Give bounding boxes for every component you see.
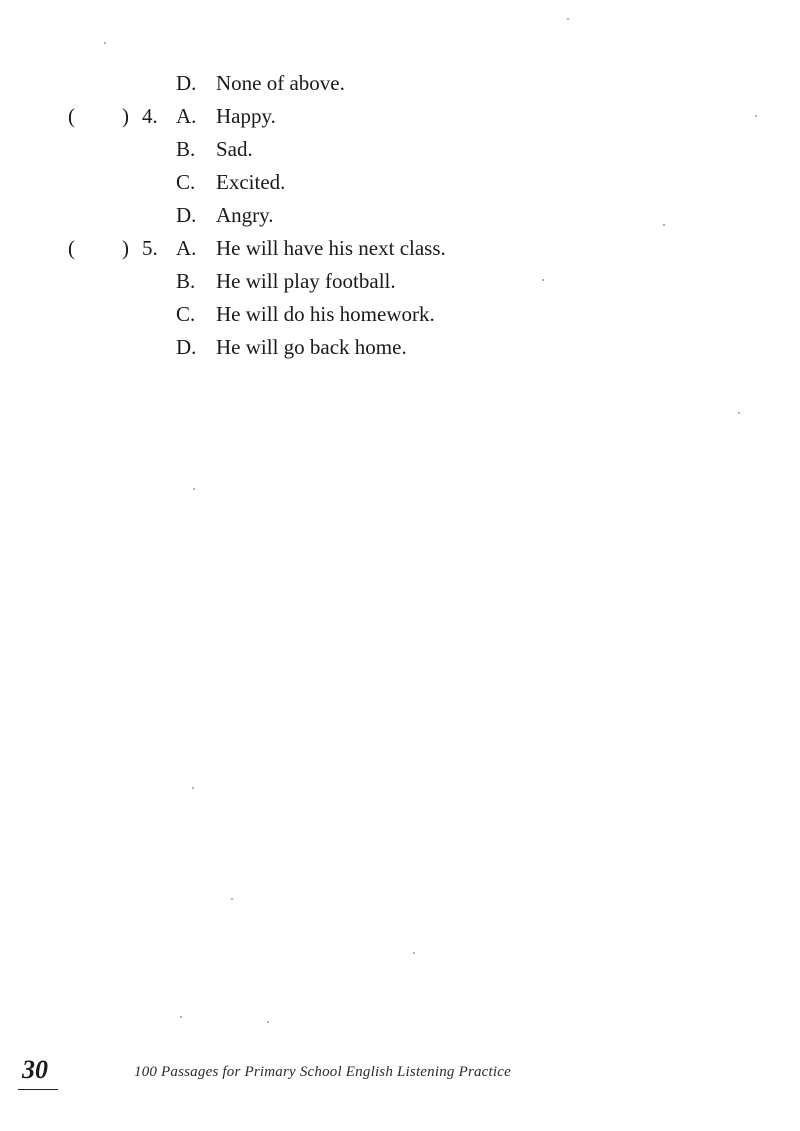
scan-speck	[738, 412, 740, 414]
scan-speck	[755, 115, 757, 117]
option-letter: A.	[176, 104, 197, 128]
option-text: He will have his next class.	[216, 236, 446, 260]
option-row-q4-b	[0, 134, 800, 164]
option-text: He will play football.	[216, 269, 396, 293]
scan-speck	[192, 787, 194, 789]
option-letter: D.	[176, 335, 197, 359]
option-text: Excited.	[216, 170, 286, 194]
option-letter: D.	[176, 203, 197, 227]
option-row-q5-d	[0, 332, 800, 362]
option-letter: C.	[176, 170, 196, 194]
running-title: 100 Passages for Primary School English Listening Practice	[134, 1064, 511, 1080]
option-letter: D.	[176, 71, 197, 95]
page-number: 30	[22, 1055, 48, 1084]
scan-speck	[193, 488, 195, 490]
scan-speck	[180, 1016, 182, 1018]
answer-blank-close: )	[122, 236, 129, 260]
option-text: Happy.	[216, 104, 276, 128]
scan-speck	[542, 279, 544, 281]
answer-blank-open: (	[68, 236, 75, 260]
question-number: 4.	[142, 104, 158, 128]
option-row-q5-b	[0, 266, 800, 296]
option-text: He will go back home.	[216, 335, 407, 359]
scan-speck	[663, 224, 665, 226]
scan-speck	[231, 898, 233, 900]
scan-speck	[267, 1021, 269, 1023]
option-letter: C.	[176, 302, 196, 326]
question-row-5	[0, 233, 800, 263]
scan-speck	[567, 18, 569, 20]
question-number: 5.	[142, 236, 158, 260]
scan-speck	[413, 952, 415, 954]
option-text: None of above.	[216, 71, 345, 95]
option-letter: A.	[176, 236, 197, 260]
page-number-underline	[18, 1089, 58, 1090]
answer-blank-close: )	[122, 104, 129, 128]
option-text: Sad.	[216, 137, 253, 161]
scan-speck	[104, 42, 106, 44]
option-text: Angry.	[216, 203, 274, 227]
option-text: He will do his homework.	[216, 302, 435, 326]
option-letter: B.	[176, 137, 196, 161]
question-row-4	[0, 101, 800, 131]
option-letter: B.	[176, 269, 196, 293]
option-row-q5-c	[0, 299, 800, 329]
page-footer	[0, 1052, 800, 1092]
option-row-q3-d	[0, 68, 800, 98]
option-row-q4-d	[0, 200, 800, 230]
option-row-q4-c	[0, 167, 800, 197]
answer-blank-open: (	[68, 104, 75, 128]
